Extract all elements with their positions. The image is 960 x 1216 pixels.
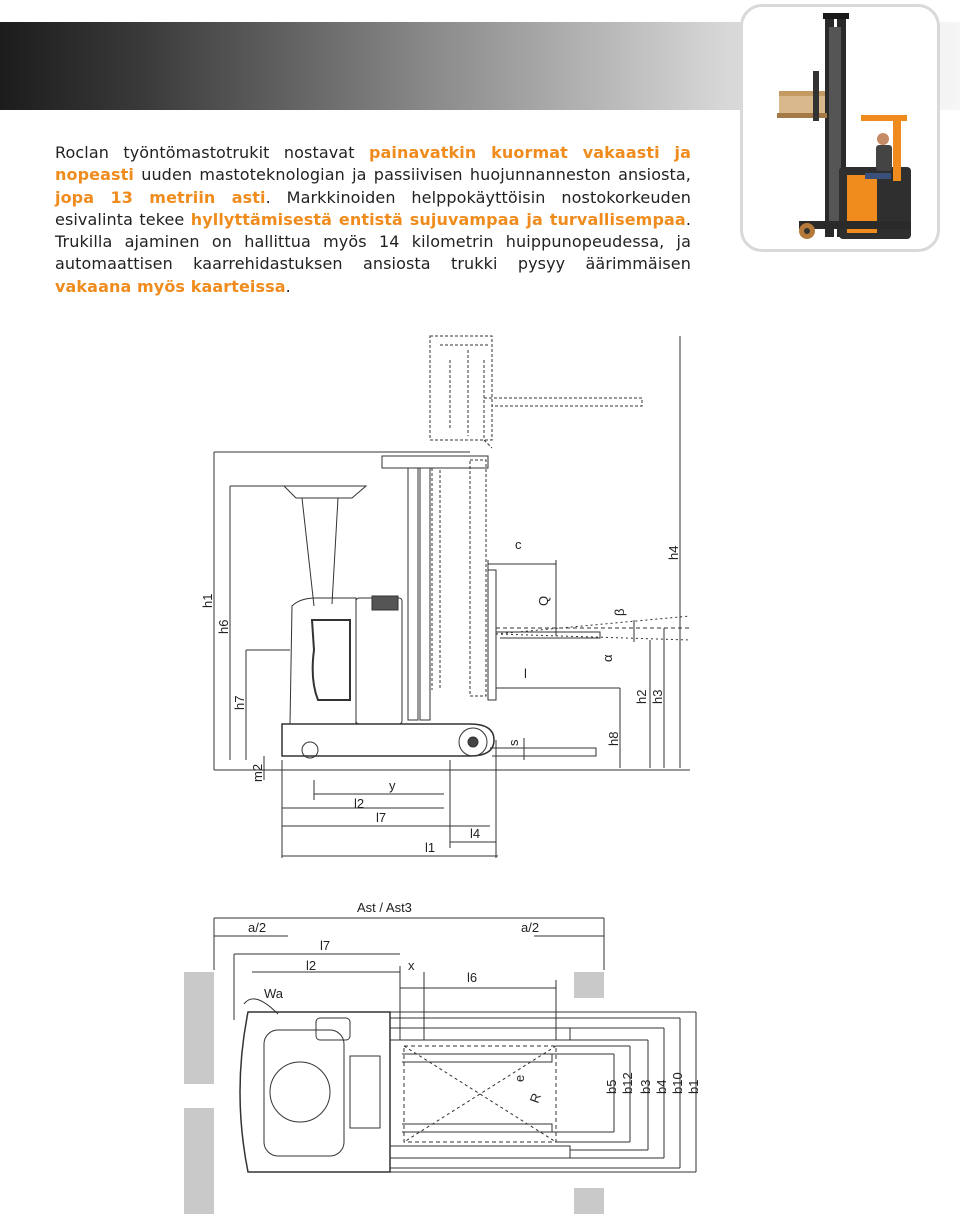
- dim-h8-label: h8: [606, 731, 621, 746]
- dim-b1-label: b1: [686, 1079, 701, 1094]
- dim-b10-label: b10: [670, 1072, 685, 1094]
- dim-l2-top-label: l2: [306, 958, 317, 973]
- dim-wa-label: Wa: [264, 986, 284, 1001]
- dim-c-label: c: [515, 537, 522, 552]
- dim-l-label: l: [524, 666, 527, 681]
- turning-radius-r-label: R: [526, 1091, 545, 1106]
- dim-ast-label: Ast / Ast3: [357, 900, 412, 915]
- dim-h4-label: h4: [666, 545, 681, 560]
- dim-b5-label: b5: [604, 1079, 619, 1094]
- dim-b12-label: b12: [620, 1072, 635, 1094]
- dim-l4-label: l4: [470, 826, 481, 841]
- intro-paragraph: Roclan työntömastotrukit nostavat painavatkin kuormat vakaasti ja nopeasti uuden mastoteknologian ja passiivisen huojunnanneston ansiosta, jopa 13 metriin asti. Markkinoiden helppokäyttöisin nostokorkeuden esivalinta tekee hyllyttämisestä entistä sujuvampaa ja turvallisempaa. Trukilla ajaminen on hallittua myös 14 kilometrin huippunopeudessa, ja automaattisen kaarrehidastuksen ansiosta trukki pysyy äärimmäisen vakaana myös kaarteissa.: [55, 143, 691, 296]
- dim-a2-left-label: a/2: [248, 920, 267, 935]
- dim-y-label: y: [389, 778, 396, 793]
- dim-h7-label: h7: [232, 695, 247, 710]
- dim-h6-label: h6: [216, 619, 231, 634]
- dim-l6-label: l6: [467, 970, 478, 985]
- tilt-beta-label: β: [612, 608, 627, 616]
- dim-l1-label: l1: [425, 840, 436, 855]
- dim-m2-label: m2: [250, 763, 265, 782]
- dim-e-label: e: [512, 1074, 527, 1082]
- dim-b3-label: b3: [638, 1079, 653, 1094]
- dim-h1-label: h1: [200, 593, 215, 608]
- dim-a2-right-label: a/2: [521, 920, 540, 935]
- dim-l7-label: l7: [376, 810, 387, 825]
- side-view-drawing: [214, 336, 690, 858]
- top-view-drawing: [184, 918, 696, 1214]
- load-q-label: Q: [536, 595, 551, 606]
- dim-x-label: x: [408, 958, 415, 973]
- dim-s-label: s: [506, 739, 521, 746]
- dim-l2-label: l2: [354, 796, 365, 811]
- dim-b4-label: b4: [654, 1079, 669, 1094]
- dim-l7-top-label: l7: [320, 938, 331, 953]
- dim-h3-label: h3: [650, 689, 665, 704]
- tilt-alpha-label: α: [600, 654, 615, 662]
- dim-h2-label: h2: [634, 689, 649, 704]
